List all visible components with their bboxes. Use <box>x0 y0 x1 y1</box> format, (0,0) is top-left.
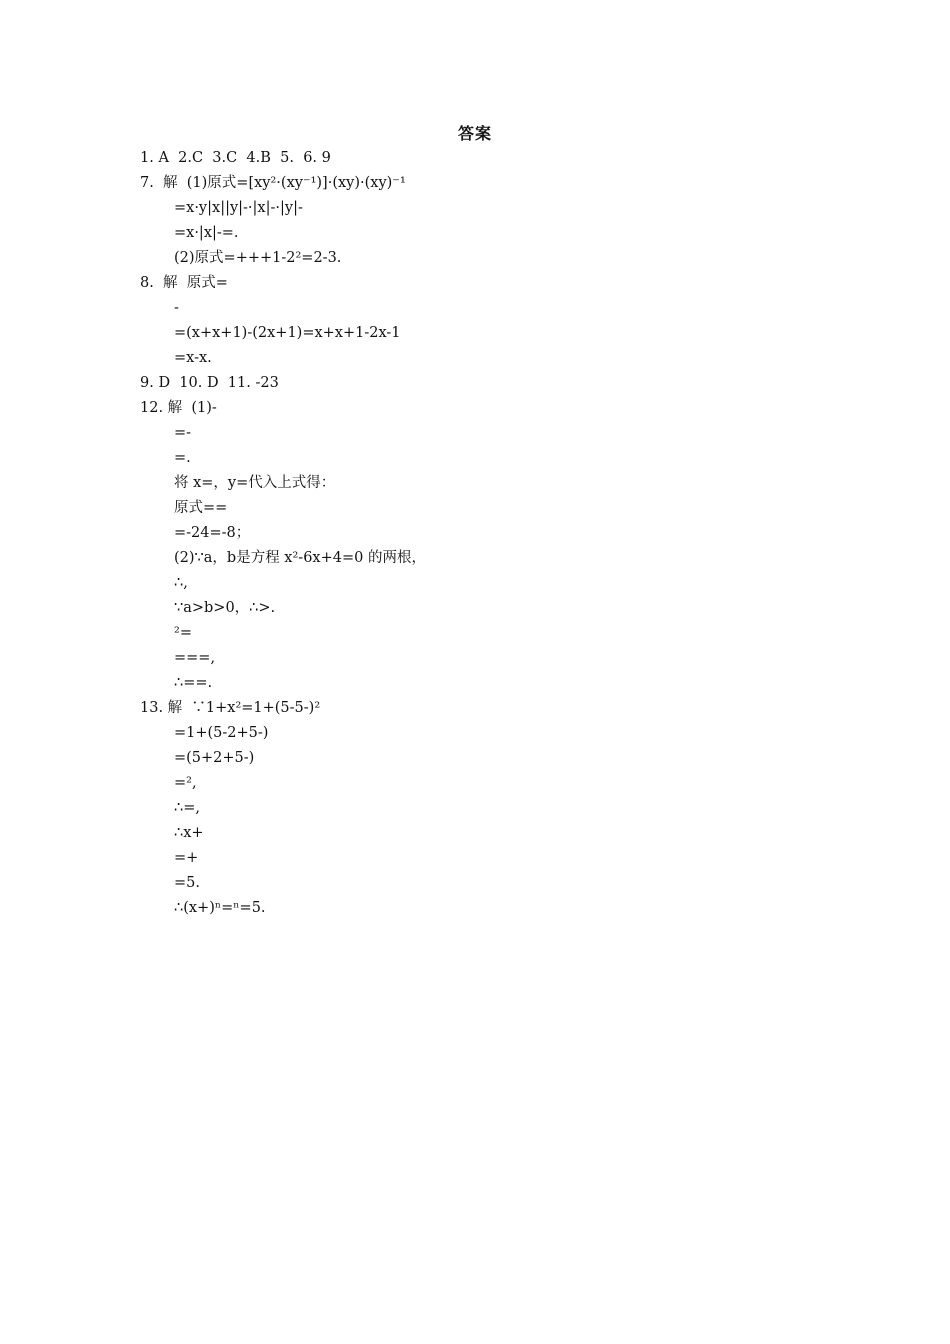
answer-line-7-header: 7. 解 (1)原式=[xy²·(xy⁻¹)]·(xy)·(xy)⁻¹ <box>140 175 406 191</box>
answer-line: ∴(x+)ⁿ=ⁿ=5. <box>174 900 266 916</box>
answer-line: (2)原式=+++1-2²=2-3. <box>174 250 342 266</box>
answer-line: ===, <box>174 650 216 666</box>
answer-line: 将 x=，y=代入上式得： <box>174 475 336 491</box>
answer-line: 原式== <box>174 500 228 516</box>
answer-line: =5. <box>174 875 200 891</box>
answer-line: =², <box>174 775 197 791</box>
answer-line: =x·y|x||y|-·|x|-·|y|- <box>174 200 303 216</box>
answer-line: ∴==. <box>174 675 213 691</box>
answer-line-12-header: 12. 解 (1)- <box>140 400 217 416</box>
answer-line-1-6: 1. A 2.C 3.C 4.B 5. 6. 9 <box>140 150 331 166</box>
answer-line: ²= <box>174 625 192 641</box>
answer-line: =(x+x+1)-(2x+1)=x+x+1-2x-1 <box>174 325 401 341</box>
answer-line: ∴, <box>174 575 188 591</box>
answer-line: =x-x. <box>174 350 212 366</box>
answer-line-8-header: 8. 解 原式= <box>140 275 228 291</box>
page-title: 答案 <box>457 124 492 143</box>
answer-line: =(5+2+5-) <box>174 750 255 766</box>
answer-line: - <box>174 300 179 316</box>
answer-line: =-24=-8； <box>174 525 251 541</box>
answer-line: (2)∵a，b是方程 x²-6x+4=0 的两根， <box>174 550 426 566</box>
answer-line-13-header: 13. 解 ∵1+x²=1+(5-5-)² <box>140 700 321 716</box>
answer-line: =1+(5-2+5-) <box>174 725 269 741</box>
answer-line: =x·|x|-=. <box>174 225 239 241</box>
answer-line: =+ <box>174 850 199 866</box>
answer-line: =. <box>174 450 191 466</box>
answer-line: ∴=, <box>174 800 200 816</box>
answer-line: ∵a>b>0，∴>. <box>174 600 276 616</box>
answer-line: ∴x+ <box>174 825 204 841</box>
answer-line-9-11: 9. D 10. D 11. -23 <box>140 375 279 391</box>
answer-line: =- <box>174 425 192 441</box>
